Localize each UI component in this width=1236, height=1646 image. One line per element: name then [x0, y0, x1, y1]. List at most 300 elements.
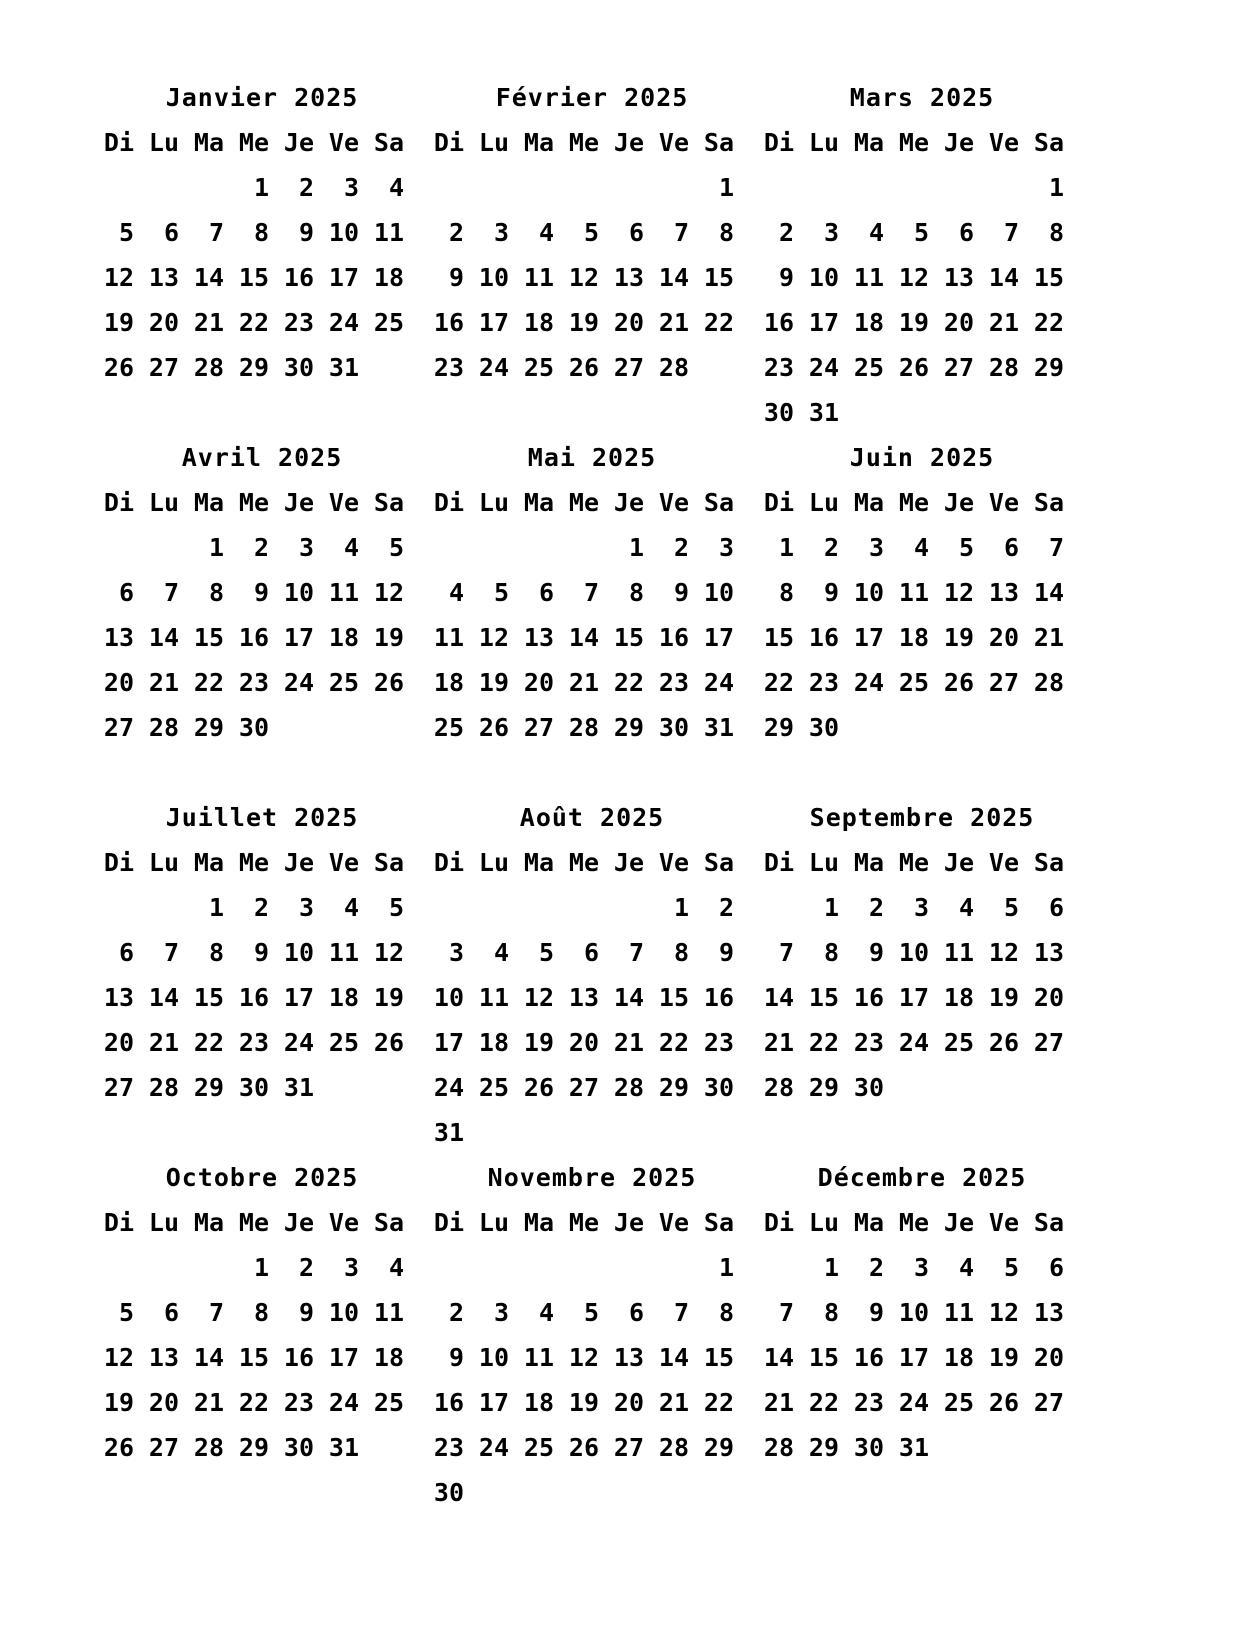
day-number: 26 — [478, 713, 509, 742]
day-number: 29 — [193, 1073, 224, 1102]
day-number: 17 — [808, 308, 839, 337]
day-number: 16 — [283, 263, 314, 292]
day-number: 8 — [208, 938, 224, 967]
day-number: 30 — [703, 1073, 734, 1102]
weekday-header: Me — [568, 488, 599, 517]
day-number: 5 — [388, 533, 404, 562]
weekday-header: Me — [568, 128, 599, 157]
weekday-header: Sa — [703, 128, 734, 157]
day-number: 7 — [628, 938, 644, 967]
day-number: 30 — [808, 713, 839, 742]
day-number: 13 — [613, 1343, 644, 1372]
day-number: 26 — [898, 353, 929, 382]
day-number: 4 — [343, 533, 359, 562]
day-number: 9 — [673, 578, 689, 607]
day-number: 29 — [808, 1433, 839, 1462]
day-number: 17 — [283, 623, 314, 652]
day-number: 29 — [238, 1433, 269, 1462]
weekday-header: Ve — [658, 848, 689, 877]
day-number: 18 — [433, 668, 464, 697]
day-number: 26 — [103, 353, 134, 382]
day-number: 22 — [703, 1388, 734, 1417]
day-number: 18 — [328, 983, 359, 1012]
day-number: 3 — [718, 533, 734, 562]
weekday-header: Lu — [148, 1208, 179, 1237]
day-number: 18 — [898, 623, 929, 652]
day-number: 2 — [868, 1253, 884, 1282]
day-number: 26 — [568, 353, 599, 382]
day-number: 6 — [1003, 533, 1019, 562]
day-number: 8 — [253, 1298, 269, 1327]
day-number: 24 — [283, 1028, 314, 1057]
month-title: Juin 2025 — [849, 443, 995, 472]
day-number: 7 — [1048, 533, 1064, 562]
day-number: 2 — [448, 218, 464, 247]
day-number: 5 — [583, 1298, 599, 1327]
weekday-header: Ve — [988, 1208, 1019, 1237]
day-number: 15 — [703, 263, 734, 292]
weekday-header: Me — [238, 848, 269, 877]
day-number: 19 — [523, 1028, 554, 1057]
weekday-header: Je — [613, 488, 644, 517]
day-number: 10 — [283, 938, 314, 967]
weekday-header: Lu — [478, 128, 509, 157]
day-number: 17 — [478, 1388, 509, 1417]
weekday-header: Ve — [328, 128, 359, 157]
day-number: 6 — [583, 938, 599, 967]
day-number: 1 — [208, 533, 224, 562]
day-number: 9 — [298, 1298, 314, 1327]
day-number: 28 — [763, 1073, 794, 1102]
day-number: 17 — [703, 623, 734, 652]
day-number: 30 — [283, 1433, 314, 1462]
day-number: 10 — [703, 578, 734, 607]
day-number: 21 — [988, 308, 1019, 337]
day-number: 30 — [433, 1478, 464, 1507]
day-number: 15 — [808, 983, 839, 1012]
weekday-header: Di — [763, 1208, 794, 1237]
day-number: 3 — [823, 218, 839, 247]
weekday-header: Lu — [808, 848, 839, 877]
day-number: 18 — [328, 623, 359, 652]
day-number: 14 — [658, 1343, 689, 1372]
day-number: 5 — [1003, 1253, 1019, 1282]
weekday-header: Me — [898, 128, 929, 157]
day-number: 25 — [898, 668, 929, 697]
day-number: 11 — [943, 938, 974, 967]
day-number: 29 — [658, 1073, 689, 1102]
day-number: 15 — [613, 623, 644, 652]
day-number: 25 — [373, 308, 404, 337]
weekday-header: Lu — [808, 488, 839, 517]
day-number: 13 — [148, 1343, 179, 1372]
day-number: 24 — [283, 668, 314, 697]
day-number: 25 — [373, 1388, 404, 1417]
month-block — [432, 795, 752, 1155]
day-number: 27 — [988, 668, 1019, 697]
weekday-header: Di — [433, 488, 464, 517]
day-number: 18 — [523, 1388, 554, 1417]
day-number: 20 — [523, 668, 554, 697]
month-title: Août 2025 — [519, 803, 665, 832]
day-number: 31 — [328, 1433, 359, 1462]
weekday-header: Di — [763, 848, 794, 877]
day-number: 2 — [823, 533, 839, 562]
weekday-header: Me — [238, 1208, 269, 1237]
day-number: 26 — [373, 1028, 404, 1057]
day-number: 3 — [493, 1298, 509, 1327]
day-number: 3 — [493, 218, 509, 247]
day-number: 9 — [718, 938, 734, 967]
day-number: 4 — [493, 938, 509, 967]
day-number: 29 — [238, 353, 269, 382]
day-number: 25 — [943, 1388, 974, 1417]
month-title: Mars 2025 — [849, 83, 995, 112]
day-number: 13 — [148, 263, 179, 292]
day-number: 10 — [808, 263, 839, 292]
day-number: 8 — [1048, 218, 1064, 247]
day-number: 10 — [853, 578, 884, 607]
day-number: 22 — [613, 668, 644, 697]
day-number: 27 — [1033, 1388, 1064, 1417]
month-title: Janvier 2025 — [165, 83, 359, 112]
day-number: 21 — [193, 1388, 224, 1417]
day-number: 10 — [478, 1343, 509, 1372]
day-number: 22 — [808, 1388, 839, 1417]
day-number: 6 — [163, 1298, 179, 1327]
day-number: 4 — [448, 578, 464, 607]
weekday-header: Sa — [1033, 848, 1064, 877]
weekday-header: Je — [613, 1208, 644, 1237]
weekday-header: Je — [943, 1208, 974, 1237]
day-number: 25 — [328, 668, 359, 697]
day-number: 16 — [763, 308, 794, 337]
weekday-header: Me — [568, 1208, 599, 1237]
day-number: 19 — [478, 668, 509, 697]
day-number: 27 — [103, 713, 134, 742]
day-number: 21 — [763, 1388, 794, 1417]
day-number: 28 — [568, 713, 599, 742]
month-block — [102, 75, 422, 435]
day-number: 25 — [328, 1028, 359, 1057]
day-number: 19 — [373, 983, 404, 1012]
day-number: 15 — [193, 983, 224, 1012]
weekday-header: Ma — [523, 488, 554, 517]
day-number: 19 — [898, 308, 929, 337]
day-number: 15 — [238, 263, 269, 292]
day-number: 1 — [253, 1253, 269, 1282]
weekday-header: Ma — [853, 1208, 884, 1237]
day-number: 23 — [703, 1028, 734, 1057]
day-number: 27 — [523, 713, 554, 742]
day-number: 31 — [898, 1433, 929, 1462]
day-number: 24 — [478, 353, 509, 382]
day-number: 20 — [613, 308, 644, 337]
day-number: 19 — [943, 623, 974, 652]
day-number: 11 — [853, 263, 884, 292]
day-number: 13 — [103, 623, 134, 652]
day-number: 20 — [988, 623, 1019, 652]
day-number: 9 — [253, 578, 269, 607]
day-number: 17 — [328, 1343, 359, 1372]
day-number: 16 — [433, 308, 464, 337]
day-number: 24 — [898, 1388, 929, 1417]
day-number: 27 — [568, 1073, 599, 1102]
weekday-header: Di — [763, 128, 794, 157]
day-number: 7 — [163, 938, 179, 967]
day-number: 24 — [478, 1433, 509, 1462]
day-number: 20 — [1033, 1343, 1064, 1372]
day-number: 11 — [898, 578, 929, 607]
day-number: 13 — [1033, 938, 1064, 967]
day-number: 28 — [1033, 668, 1064, 697]
weekday-header: Ve — [328, 1208, 359, 1237]
day-number: 7 — [1003, 218, 1019, 247]
day-number: 25 — [523, 353, 554, 382]
day-number: 2 — [673, 533, 689, 562]
day-number: 14 — [763, 983, 794, 1012]
day-number: 17 — [283, 983, 314, 1012]
weekday-header: Sa — [373, 848, 404, 877]
day-number: 20 — [613, 1388, 644, 1417]
day-number: 13 — [988, 578, 1019, 607]
day-number: 2 — [448, 1298, 464, 1327]
day-number: 19 — [103, 308, 134, 337]
month-title: Avril 2025 — [181, 443, 343, 472]
day-number: 8 — [208, 578, 224, 607]
weekday-header: Me — [898, 1208, 929, 1237]
day-number: 21 — [148, 1028, 179, 1057]
day-number: 14 — [193, 263, 224, 292]
day-number: 30 — [238, 713, 269, 742]
day-number: 27 — [148, 353, 179, 382]
day-number: 13 — [103, 983, 134, 1012]
day-number: 15 — [763, 623, 794, 652]
day-number: 23 — [238, 668, 269, 697]
day-number: 1 — [823, 1253, 839, 1282]
day-number: 16 — [853, 1343, 884, 1372]
day-number: 6 — [1048, 893, 1064, 922]
day-number: 7 — [778, 938, 794, 967]
day-number: 12 — [988, 938, 1019, 967]
day-number: 24 — [808, 353, 839, 382]
weekday-header: Lu — [148, 488, 179, 517]
month-block — [432, 435, 752, 795]
month-title: Février 2025 — [495, 83, 689, 112]
day-number: 5 — [538, 938, 554, 967]
day-number: 28 — [148, 1073, 179, 1102]
day-number: 4 — [958, 1253, 974, 1282]
day-number: 1 — [253, 173, 269, 202]
day-number: 24 — [853, 668, 884, 697]
day-number: 14 — [658, 263, 689, 292]
day-number: 18 — [478, 1028, 509, 1057]
day-number: 23 — [658, 668, 689, 697]
weekday-header: Ve — [658, 128, 689, 157]
day-number: 12 — [898, 263, 929, 292]
day-number: 28 — [763, 1433, 794, 1462]
weekday-header: Ve — [988, 128, 1019, 157]
day-number: 28 — [148, 713, 179, 742]
day-number: 13 — [613, 263, 644, 292]
day-number: 23 — [238, 1028, 269, 1057]
day-number: 12 — [103, 1343, 134, 1372]
day-number: 14 — [1033, 578, 1064, 607]
day-number: 20 — [1033, 983, 1064, 1012]
day-number: 14 — [193, 1343, 224, 1372]
day-number: 26 — [988, 1028, 1019, 1057]
day-number: 12 — [943, 578, 974, 607]
day-number: 30 — [283, 353, 314, 382]
weekday-header: Sa — [373, 1208, 404, 1237]
day-number: 22 — [193, 668, 224, 697]
weekday-header: Di — [433, 128, 464, 157]
day-number: 26 — [103, 1433, 134, 1462]
day-number: 21 — [613, 1028, 644, 1057]
day-number: 22 — [658, 1028, 689, 1057]
month-block — [762, 795, 1082, 1155]
day-number: 12 — [478, 623, 509, 652]
day-number: 10 — [328, 218, 359, 247]
day-number: 24 — [433, 1073, 464, 1102]
day-number: 11 — [943, 1298, 974, 1327]
weekday-header: Ve — [328, 848, 359, 877]
day-number: 8 — [628, 578, 644, 607]
weekday-header: Je — [283, 1208, 314, 1237]
day-number: 10 — [433, 983, 464, 1012]
day-number: 17 — [853, 623, 884, 652]
day-number: 14 — [148, 983, 179, 1012]
weekday-header: Ma — [193, 848, 224, 877]
day-number: 10 — [898, 1298, 929, 1327]
weekday-header: Je — [283, 128, 314, 157]
day-number: 3 — [868, 533, 884, 562]
day-number: 25 — [523, 1433, 554, 1462]
day-number: 25 — [478, 1073, 509, 1102]
day-number: 12 — [523, 983, 554, 1012]
weekday-header: Je — [943, 848, 974, 877]
day-number: 31 — [808, 398, 839, 427]
day-number: 2 — [298, 173, 314, 202]
weekday-header: Ma — [193, 1208, 224, 1237]
day-number: 21 — [763, 1028, 794, 1057]
weekday-header: Je — [283, 488, 314, 517]
day-number: 9 — [868, 938, 884, 967]
day-number: 24 — [328, 308, 359, 337]
day-number: 9 — [298, 218, 314, 247]
day-number: 16 — [433, 1388, 464, 1417]
day-number: 15 — [808, 1343, 839, 1372]
weekday-header: Ve — [658, 488, 689, 517]
day-number: 22 — [238, 308, 269, 337]
day-number: 13 — [523, 623, 554, 652]
weekday-header: Me — [238, 488, 269, 517]
weekday-header: Ma — [523, 848, 554, 877]
day-number: 15 — [193, 623, 224, 652]
day-number: 30 — [238, 1073, 269, 1102]
day-number: 16 — [853, 983, 884, 1012]
day-number: 23 — [853, 1028, 884, 1057]
weekday-header: Sa — [1033, 488, 1064, 517]
day-number: 18 — [373, 1343, 404, 1372]
weekday-header: Ve — [988, 488, 1019, 517]
month-title: Septembre 2025 — [809, 803, 1035, 832]
day-number: 4 — [388, 1253, 404, 1282]
day-number: 27 — [1033, 1028, 1064, 1057]
day-number: 2 — [253, 893, 269, 922]
day-number: 1 — [778, 533, 794, 562]
day-number: 6 — [118, 578, 134, 607]
day-number: 11 — [523, 263, 554, 292]
day-number: 15 — [658, 983, 689, 1012]
day-number: 13 — [943, 263, 974, 292]
day-number: 26 — [523, 1073, 554, 1102]
day-number: 20 — [103, 1028, 134, 1057]
day-number: 10 — [328, 1298, 359, 1327]
weekday-header: Ve — [988, 848, 1019, 877]
day-number: 2 — [868, 893, 884, 922]
day-number: 21 — [1033, 623, 1064, 652]
day-number: 14 — [148, 623, 179, 652]
day-number: 12 — [988, 1298, 1019, 1327]
day-number: 3 — [913, 1253, 929, 1282]
day-number: 20 — [148, 1388, 179, 1417]
day-number: 1 — [208, 893, 224, 922]
day-number: 8 — [718, 218, 734, 247]
day-number: 4 — [538, 218, 554, 247]
day-number: 31 — [433, 1118, 464, 1147]
day-number: 11 — [523, 1343, 554, 1372]
day-number: 16 — [238, 983, 269, 1012]
day-number: 13 — [1033, 1298, 1064, 1327]
day-number: 28 — [193, 353, 224, 382]
day-number: 9 — [448, 1343, 464, 1372]
day-number: 21 — [658, 308, 689, 337]
weekday-header: Je — [943, 128, 974, 157]
day-number: 16 — [658, 623, 689, 652]
day-number: 3 — [298, 533, 314, 562]
day-number: 6 — [958, 218, 974, 247]
day-number: 11 — [478, 983, 509, 1012]
day-number: 11 — [373, 1298, 404, 1327]
weekday-header: Sa — [703, 488, 734, 517]
day-number: 31 — [328, 353, 359, 382]
day-number: 10 — [283, 578, 314, 607]
weekday-header: Lu — [808, 1208, 839, 1237]
day-number: 18 — [523, 308, 554, 337]
day-number: 6 — [1048, 1253, 1064, 1282]
month-block — [762, 435, 1082, 795]
day-number: 30 — [658, 713, 689, 742]
day-number: 9 — [868, 1298, 884, 1327]
day-number: 2 — [253, 533, 269, 562]
day-number: 8 — [778, 578, 794, 607]
day-number: 17 — [328, 263, 359, 292]
day-number: 26 — [988, 1388, 1019, 1417]
day-number: 6 — [628, 1298, 644, 1327]
day-number: 30 — [853, 1073, 884, 1102]
weekday-header: Di — [103, 128, 134, 157]
day-number: 10 — [478, 263, 509, 292]
day-number: 4 — [343, 893, 359, 922]
day-number: 7 — [673, 218, 689, 247]
day-number: 4 — [913, 533, 929, 562]
day-number: 29 — [613, 713, 644, 742]
weekday-header: Sa — [703, 1208, 734, 1237]
day-number: 6 — [628, 218, 644, 247]
day-number: 7 — [583, 578, 599, 607]
weekday-header: Ma — [193, 488, 224, 517]
